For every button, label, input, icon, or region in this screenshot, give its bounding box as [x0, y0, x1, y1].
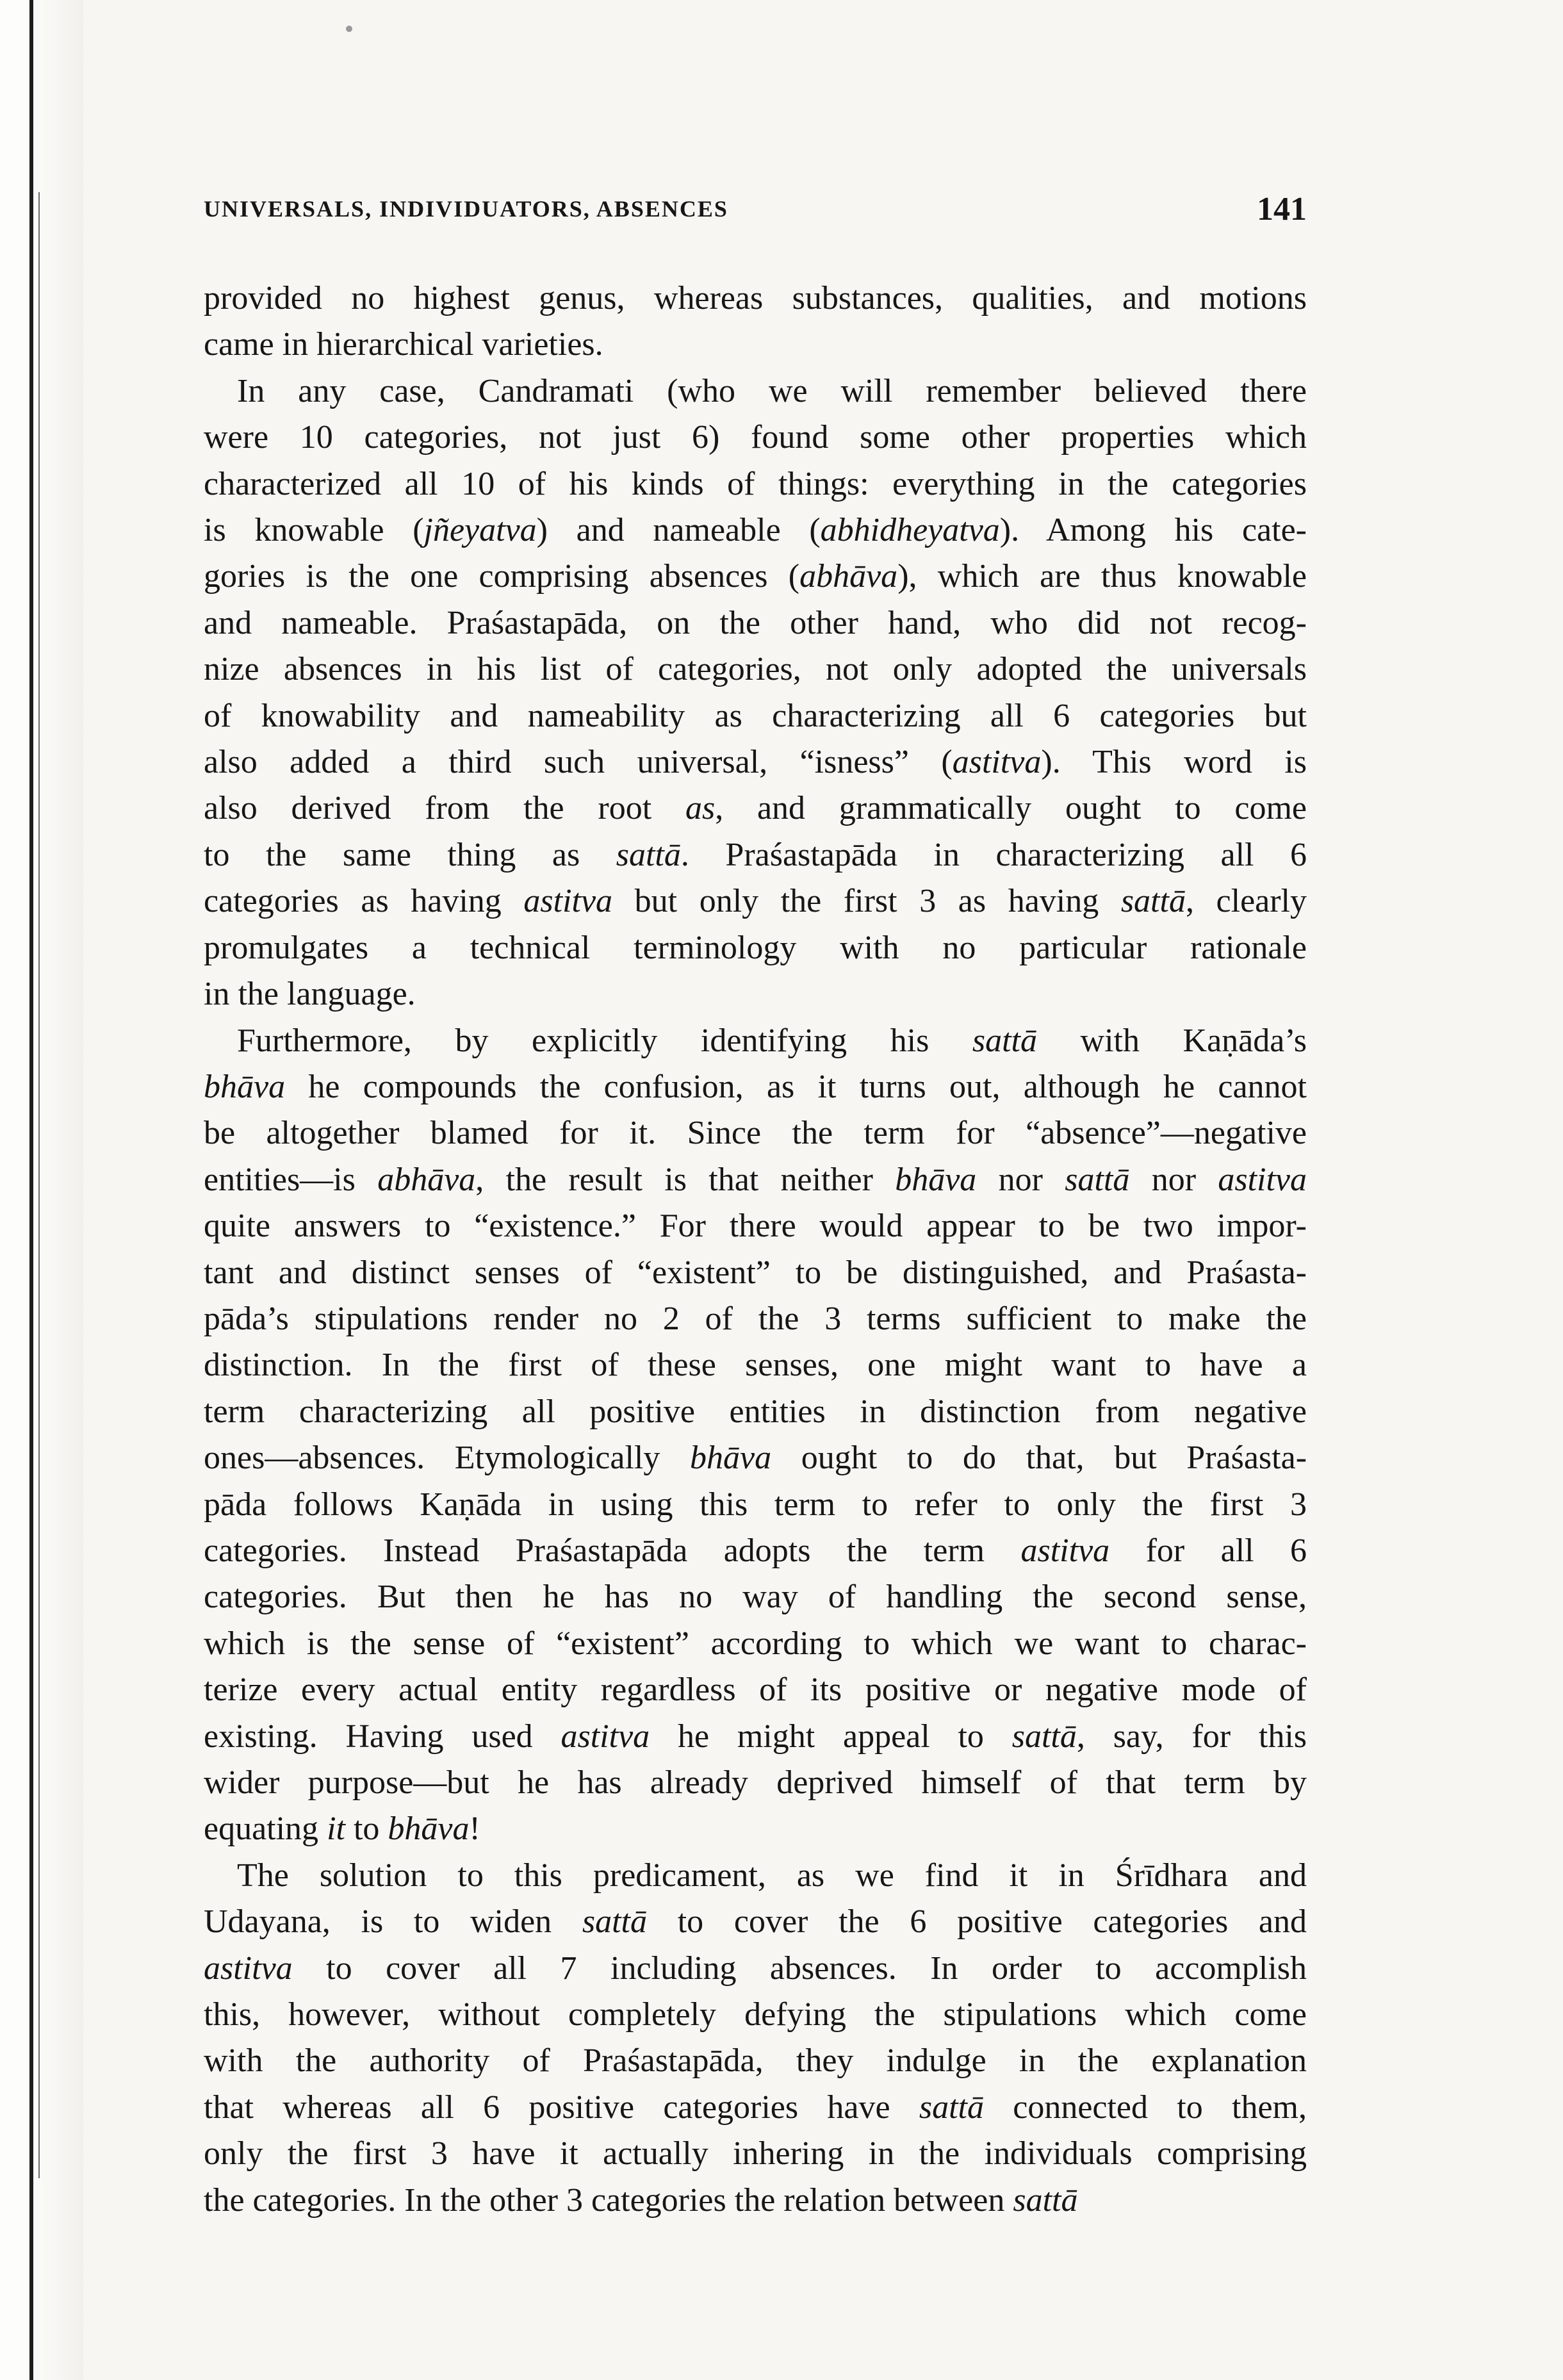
text-line: promulgates a technical terminology with no particular rationale: [204, 929, 1307, 966]
text-line: Udayana, is to widen sattā to cover the 6 positive categories and: [204, 1903, 1307, 1941]
text-line: terize every actual entity regardless of its positive or negative mode of: [204, 1671, 1307, 1709]
text-line: which is the sense of “existent” according to which we want to charac-: [204, 1625, 1307, 1662]
text-line: distinction. In the first of these senses, one might want to have a: [204, 1347, 1307, 1384]
text-line: ones—absences. Etymologically bhāva ought to do that, but Praśasta-: [204, 1440, 1307, 1477]
text-line: characterized all 10 of his kinds of things: everything in the categories: [204, 465, 1307, 502]
text-line: The solution to this predicament, as we find it in Śrīdhara and: [237, 1857, 1307, 1894]
text-line: only the first 3 have it actually inhering in the individuals comprising: [204, 2135, 1307, 2172]
text-line: entities—is abhāva, the result is that neither bhāva nor sattā nor astitva: [204, 1161, 1307, 1198]
italic-term: sattā: [582, 1903, 648, 1941]
italic-term: astitva: [952, 744, 1042, 781]
text-line: is knowable (jñeyatva) and nameable (abhidheyatva). Among his cate-: [204, 512, 1307, 549]
italic-term: bhāva: [204, 1068, 286, 1105]
text-line: astitva to cover all 7 including absences. In order to accomplish: [204, 1949, 1307, 1987]
text-line: categories. Instead Praśastapāda adopts the term astitva for all 6: [204, 1532, 1307, 1569]
text-line: term characterizing all positive entities in distinction from negative: [204, 1393, 1307, 1430]
text-line: gories is the one comprising absences (abhāva), which are thus knowable: [204, 558, 1307, 595]
italic-term: abhāva: [377, 1161, 476, 1198]
scan-speck: [346, 26, 352, 32]
text-line: tant and distinct senses of “existent” to be distinguished, and Praśasta-: [204, 1254, 1307, 1291]
text-line: pāda follows Kaṇāda in using this term to refer to only the first 3: [204, 1486, 1307, 1523]
text-line: categories. But then he has no way of handling the second sense,: [204, 1579, 1307, 1616]
running-head: UNIVERSALS, INDIVIDUATORS, ABSENCES: [204, 196, 728, 222]
text-line: provided no highest genus, whereas substances, qualities, and motions: [204, 280, 1307, 316]
text-line: with the authority of Praśastapāda, they indulge in the explanation: [204, 2042, 1307, 2080]
text-line: also derived from the root as, and grammatically ought to come: [204, 790, 1307, 827]
text-line: existing. Having used astitva he might appeal to sattā, say, for this: [204, 1718, 1307, 1755]
italic-term: sattā: [1120, 883, 1186, 920]
text-line: also added a third such universal, “isness” (astitva). This word is: [204, 744, 1307, 781]
text-line: be altogether blamed for it. Since the term for “absence”—negative: [204, 1115, 1307, 1152]
italic-term: sattā: [1013, 2181, 1078, 2219]
italic-term: bhāva: [690, 1440, 772, 1477]
text-line: that whereas all 6 positive categories have sattā connected to them,: [204, 2089, 1307, 2126]
text-line: categories as having astitva but only the first 3 as having sattā, clearly: [204, 883, 1307, 920]
page-number: 141: [1257, 191, 1307, 227]
text-line: this, however, without completely defying the stipulations which come: [204, 1996, 1307, 2033]
italic-term: astitva: [1218, 1161, 1307, 1198]
italic-term: abhāva: [799, 558, 898, 595]
text-line: In any case, Candramati (who we will remember believed there: [237, 372, 1307, 409]
italic-term: sattā: [616, 836, 681, 873]
italic-term: as: [685, 790, 716, 827]
italic-term: bhāva: [388, 1810, 470, 1848]
text-line: came in hierarchical varieties.: [204, 326, 603, 363]
binding-edge: [29, 0, 33, 2380]
text-line: the categories. In the other 3 categories the relation between sattā: [204, 2181, 1078, 2219]
italic-term: bhāva: [895, 1161, 977, 1198]
italic-term: abhidheyatva: [820, 512, 1000, 549]
text-line: bhāva he compounds the confusion, as it turns out, although he cannot: [204, 1068, 1307, 1105]
italic-term: sattā: [1011, 1718, 1077, 1755]
paragraph: [204, 368, 1307, 1018]
text-line: to the same thing as sattā. Praśastapāda in characterizing all 6: [204, 836, 1307, 873]
scan-gutter: [0, 0, 83, 2380]
text-line: equating it to bhāva!: [204, 1810, 480, 1848]
text-line: Furthermore, by explicitly identifying his sattā with Kaṇāda’s: [237, 1022, 1307, 1059]
binding-edge-inner: [38, 192, 40, 2178]
italic-term: astitva: [523, 883, 613, 920]
text-line: pāda’s stipulations render no 2 of the 3 terms sufficient to make the: [204, 1300, 1307, 1337]
italic-term: astitva: [204, 1949, 293, 1987]
text-line: quite answers to “existence.” For there would appear to be two impor-: [204, 1208, 1307, 1245]
text-line: nize absences in his list of categories, not only adopted the universals: [204, 651, 1307, 688]
italic-term: sattā: [919, 2089, 984, 2126]
italic-term: astitva: [561, 1718, 650, 1755]
italic-term: astitva: [1020, 1532, 1110, 1569]
text-line: and nameable. Praśastapāda, on the other hand, who did not recog-: [204, 604, 1307, 641]
italic-term: sattā: [1065, 1161, 1130, 1198]
italic-term: it: [327, 1810, 345, 1848]
paragraph: [204, 275, 1307, 368]
text-line: of knowability and nameability as characterizing all 6 categories but: [204, 697, 1307, 734]
text-line: wider purpose—but he has already deprived himself of that term by: [204, 1764, 1307, 1801]
body-text: [204, 275, 1307, 2224]
italic-term: sattā: [972, 1022, 1037, 1059]
paragraph: [204, 1018, 1307, 1853]
paragraph: [204, 1853, 1307, 2224]
text-line: in the language.: [204, 976, 416, 1013]
italic-term: jñeyatva: [423, 512, 537, 549]
text-line: were 10 categories, not just 6) found some other properties which: [204, 419, 1307, 456]
